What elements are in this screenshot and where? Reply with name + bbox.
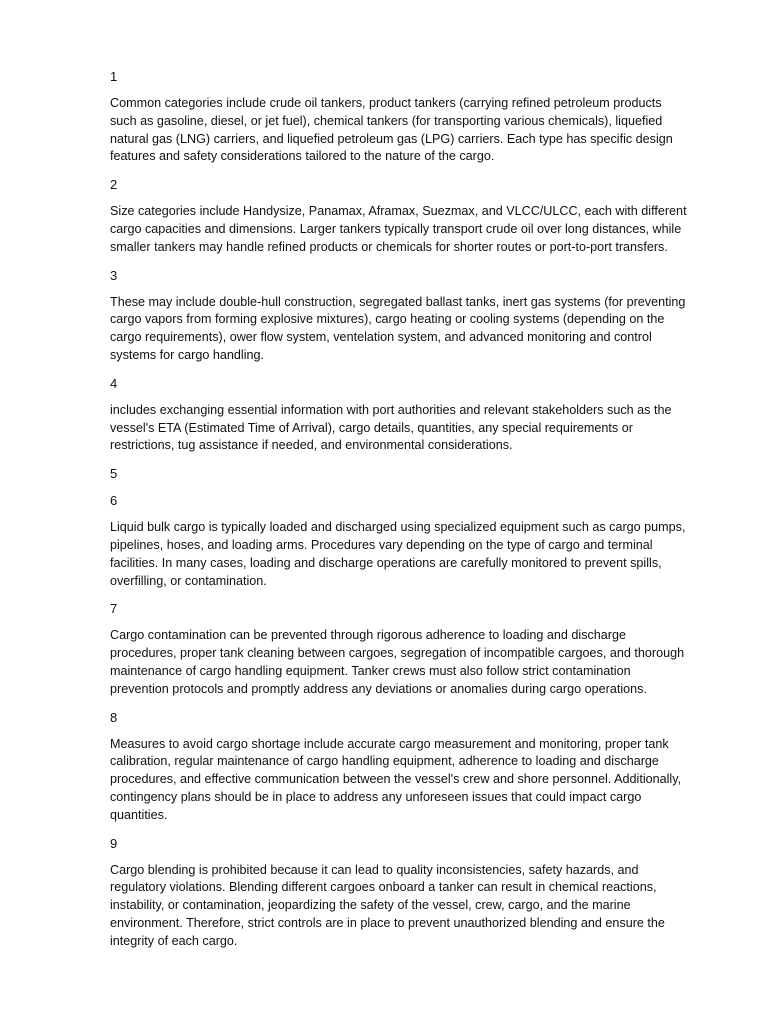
paragraph-9: Cargo blending is prohibited because it can lead to quality inconsistencies, safety hazards, and regulatory violations. Blending different cargoes onboard a tanker can result in chemical reactions, instability, or contamination, jeopardizing the safety of the vessel, crew, cargo, and the marine environment. Therefore, strict controls are in place to prevent unauthorized blending and ensure the integrity of each cargo. (110, 862, 665, 948)
item-number-5: 5 (110, 466, 118, 482)
item-number-2: 2 (110, 177, 118, 193)
item-number-9: 9 (110, 835, 118, 851)
paragraph-1: Common categories include crude oil tankers, product tankers (carrying refined petroleum products such as gasoline, diesel, or jet fuel), chemical tankers (for transporting various chemicals), liquefied natural gas (LNG) carriers, and liquefied petroleum gas (LPG) carriers. Each type has specific design features and safety considerations tailored to the nature of the cargo. (110, 96, 673, 164)
item-number-6: 6 (110, 493, 118, 509)
item-number-3: 3 (110, 267, 118, 283)
paragraph-4: includes exchanging essential information with port authorities and relevant stakeholders such as the vessel's ETA (Estimated Time of Arrival), cargo details, quantities, any special requirements or restrictions, tug assistance if needed, and environmental considerations. (110, 402, 672, 453)
paragraph-6: Liquid bulk cargo is typically loaded and discharged using specialized equipment such as cargo pumps, pipelines, hoses, and loading arms. Procedures vary depending on the type of cargo and terminal facilities. In many cases, loading and discharge operations are carefully monitored to prevent spills, overfilling, or contamination. (110, 520, 686, 588)
paragraph-7: Cargo contamination can be prevented through rigorous adherence to loading and discharge procedures, proper tank cleaning between cargoes, segregation of incompatible cargoes, and thorough maintenance of cargo handling equipment. Tanker crews must also follow strict contamination prevention protocols and promptly address any deviations or anomalies during cargo operations. (110, 628, 685, 696)
item-number-7: 7 (110, 601, 118, 617)
paragraph-2: Size categories include Handysize, Panamax, Aframax, Suezmax, and VLCC/ULCC, each with different cargo capacities and dimensions. Larger tankers typically transport crude oil over long distances, while smaller tankers may handle refined products or chemicals for shorter routes or port-to-port transfers. (110, 204, 687, 254)
item-number-1: 1 (110, 69, 118, 84)
item-number-4: 4 (110, 375, 118, 391)
document-page (110, 68, 710, 961)
paragraph-3: These may include double-hull construction, segregated ballast tanks, inert gas systems (for preventing cargo vapors from forming explosive mixtures), cargo heating or cooling systems (depending on the cargo requirements), ower flow system, ventelation system, and advanced monitoring and control systems for cargo handling. (110, 294, 686, 362)
paragraph-8: Measures to avoid cargo shortage include accurate cargo measurement and monitoring, proper tank calibration, regular maintenance of cargo handling equipment, adherence to loading and discharge procedures, and effective communication between the vessel's crew and shore personnel. Additionally, contingency plans should be in place to address any unforeseen issues that could impact cargo quantities. (110, 736, 682, 822)
item-number-8: 8 (110, 709, 118, 725)
